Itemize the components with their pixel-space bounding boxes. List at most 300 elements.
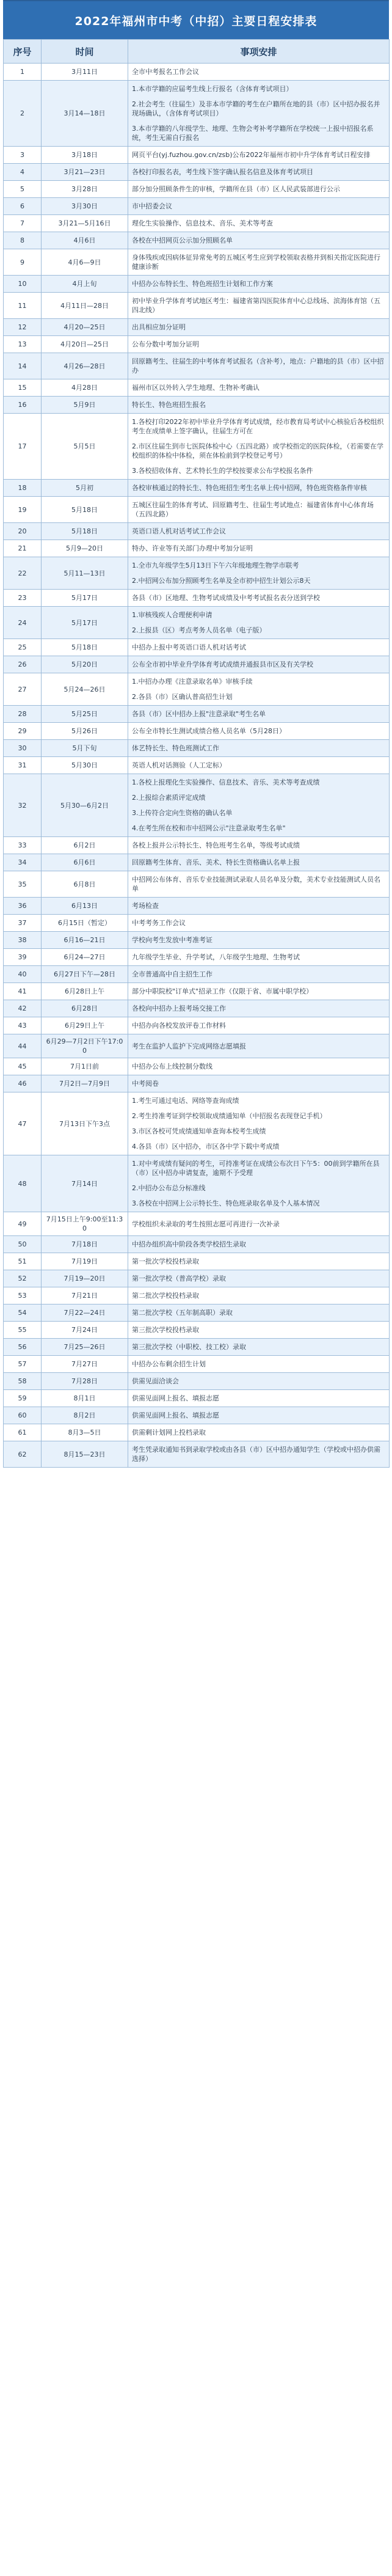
row-number: 49	[4, 1212, 42, 1236]
row-time: 4月26—28日	[42, 353, 128, 379]
row-number: 53	[4, 1287, 42, 1304]
row-number: 12	[4, 319, 42, 336]
row-number: 56	[4, 1339, 42, 1356]
row-item	[128, 673, 390, 706]
row-item	[128, 164, 390, 181]
row-number: 48	[4, 1155, 42, 1212]
row-number: 3	[4, 147, 42, 164]
table-row	[4, 480, 390, 497]
row-item-text: 4.在考生所在校和市中招网公示"注意录取考生名单"	[132, 824, 286, 832]
row-time: 3月14—18日	[42, 81, 128, 147]
table-row	[4, 164, 390, 181]
row-number: 41	[4, 983, 42, 1000]
table-row	[4, 249, 390, 276]
row-item-text: 1.各校打印2022年初中毕业升学体育考试成绩，经市教育局考试中心核验后各校组织考生在成绩单上签字确认，往届生方可在	[132, 418, 384, 435]
row-item-text: 供需见面洽谈会	[132, 1377, 179, 1385]
table-row	[4, 540, 390, 557]
row-item-text: 2.市区往届生到市七医院体检中心（五四北路）或学校指定的医院体检，（若需要在学校组织的体检中体检，须在体检前到学校登记考号）	[132, 442, 383, 459]
row-time: 7月18日	[42, 1236, 128, 1253]
row-item	[128, 181, 390, 198]
row-item	[128, 1407, 390, 1424]
row-number: 55	[4, 1322, 42, 1339]
row-item	[128, 1212, 390, 1236]
row-item	[128, 1236, 390, 1253]
table-row	[4, 319, 390, 336]
row-item	[128, 232, 390, 249]
row-item	[128, 1356, 390, 1373]
table-row	[4, 1287, 390, 1304]
row-time: 6月6日	[42, 854, 128, 871]
row-number: 4	[4, 164, 42, 181]
row-item	[128, 915, 390, 932]
row-time: 7月25—26日	[42, 1339, 128, 1356]
row-item-text: 第二批次学校（五年制高职）录取	[132, 1309, 233, 1317]
row-item	[128, 249, 390, 276]
row-time: 5月25日	[42, 706, 128, 723]
table-row	[4, 590, 390, 607]
row-time: 6月27日下午—28日	[42, 966, 128, 983]
row-time: 7月15日上午9:00至11:30	[42, 1212, 128, 1236]
row-item-text: 公布分数中考加分证明	[132, 340, 199, 348]
row-number: 5	[4, 181, 42, 198]
row-item-text: 网页平台(yj.fuzhou.gov.cn/zsb)公布2022年福州市初中升学体育考试日程安排	[132, 151, 371, 159]
row-time: 7月24日	[42, 1322, 128, 1339]
table-row	[4, 1075, 390, 1092]
row-number: 16	[4, 397, 42, 414]
row-item-text: 公布全市特长生测试成绩合格人员名单（5月28日）	[132, 727, 286, 735]
row-item-text: 各校打印报名表，考生线下签字确认报名信息及体育考试项目	[132, 168, 313, 176]
row-item-text: 3.上传符合定向生资格的确认名单	[132, 809, 233, 817]
row-item-text: 中招办向各校发放评卷工作材料	[132, 1022, 226, 1030]
row-time: 5月18日	[42, 523, 128, 540]
row-item-text: 1.全市九年级学生5月13日下午六年级地理生物学市联考	[132, 562, 299, 569]
row-number: 9	[4, 249, 42, 276]
row-item-text: 1.对中考成绩有疑问的考生，可持准考证在成绩公布次日下午5：00前到学籍所在县（市）区中招办申请复查，逾期不予受理	[132, 1160, 380, 1177]
row-item	[128, 774, 390, 837]
row-item	[128, 607, 390, 639]
row-number: 32	[4, 774, 42, 837]
row-number: 25	[4, 639, 42, 656]
row-number: 13	[4, 336, 42, 353]
row-number: 17	[4, 414, 42, 480]
row-item-text: 2.上报综合素质评定成绩	[132, 794, 206, 802]
row-time: 3月28日	[42, 181, 128, 198]
row-number: 37	[4, 915, 42, 932]
row-item	[128, 1304, 390, 1322]
row-item	[128, 590, 390, 607]
table-row	[4, 871, 390, 898]
table-row	[4, 198, 390, 215]
row-item-text: 九年级学生毕业、升学考试，八年级学生地理、生物考试	[132, 953, 300, 961]
row-number: 1	[4, 64, 42, 81]
row-item	[128, 523, 390, 540]
table-row	[4, 1000, 390, 1017]
row-item-text: 各县（市）区地理、生物考试成绩及中考考试报名表分送到学校	[132, 594, 320, 602]
row-time: 4月20—25日	[42, 319, 128, 336]
row-item-text: 回原籍考生体育、音乐、美术、特长生资格确认名单上报	[132, 858, 300, 866]
row-number: 33	[4, 837, 42, 854]
row-item-text: 1.审核残疾人合理便利申请	[132, 611, 212, 619]
row-item-text: 供需见面网上报名、填报志愿	[132, 1394, 219, 1402]
row-time: 7月22—24日	[42, 1304, 128, 1322]
row-number: 23	[4, 590, 42, 607]
row-time: 7月1日前	[42, 1058, 128, 1075]
table-row	[4, 557, 390, 590]
table-row	[4, 673, 390, 706]
row-number: 46	[4, 1075, 42, 1092]
table-row	[4, 1017, 390, 1034]
row-item-text: 五城区往届生的体育考试、回原籍考生、往届生考试地点：福建省体育中心体育场（五四北路）	[132, 501, 374, 518]
schedule-table	[3, 39, 390, 1468]
row-item	[128, 983, 390, 1000]
row-number: 35	[4, 871, 42, 898]
row-item	[128, 319, 390, 336]
row-time: 6月28日	[42, 1000, 128, 1017]
table-row	[4, 232, 390, 249]
table-row	[4, 1356, 390, 1373]
header-time: 时间	[42, 40, 128, 64]
table-row	[4, 1270, 390, 1287]
row-time: 8月15—23日	[42, 1441, 128, 1468]
row-item-text: 中招办组织高中阶段各类学校招生录取	[132, 1240, 246, 1248]
table-row	[4, 147, 390, 164]
row-item-text: 公布全市初中毕业升学体育考试成绩并通报县市区及有关学校	[132, 660, 313, 668]
row-item	[128, 1441, 390, 1468]
row-time: 7月14日	[42, 1155, 128, 1212]
row-time: 5月24—26日	[42, 673, 128, 706]
row-item	[128, 639, 390, 656]
table-row	[4, 706, 390, 723]
row-number: 57	[4, 1356, 42, 1373]
row-item-text: 特办、许业等有关部门办理中考加分证明	[132, 544, 253, 552]
row-item-text: 学校向考生发放中考准考证	[132, 936, 212, 944]
row-number: 21	[4, 540, 42, 557]
row-item-text: 2.中招办公布总分标准线	[132, 1184, 206, 1192]
row-time: 7月2日—7月9日	[42, 1075, 128, 1092]
row-item	[128, 1322, 390, 1339]
row-item	[128, 932, 390, 949]
row-item-text: 中考考务工作会议	[132, 919, 186, 927]
row-number: 18	[4, 480, 42, 497]
table-row	[4, 639, 390, 656]
row-time: 7月19日	[42, 1253, 128, 1270]
row-item	[128, 1270, 390, 1287]
table-row	[4, 336, 390, 353]
row-number: 6	[4, 198, 42, 215]
table-row	[4, 1304, 390, 1322]
row-item-text: 3.各校招收体育、艺术特长生的学校按要求公布学校报名条件	[132, 467, 313, 475]
table-row	[4, 607, 390, 639]
table-row	[4, 497, 390, 523]
row-number: 14	[4, 353, 42, 379]
row-time: 6月28日上午	[42, 983, 128, 1000]
table-row	[4, 1034, 390, 1058]
row-item-text: 中招办公布上线控制分数线	[132, 1063, 212, 1070]
row-item	[128, 949, 390, 966]
row-time: 5月下旬	[42, 740, 128, 757]
table-row	[4, 966, 390, 983]
row-time: 4月11日—28日	[42, 293, 128, 319]
table-row	[4, 723, 390, 740]
row-time: 5月20日	[42, 656, 128, 673]
row-item	[128, 480, 390, 497]
row-time: 6月13日	[42, 898, 128, 915]
row-item-text: 第三批次学校（中职校、技工校）录取	[132, 1343, 246, 1351]
row-item	[128, 1390, 390, 1407]
row-time: 6月29—7月2日下午17:00	[42, 1034, 128, 1058]
row-item-text: 各校在中招网页公示加分照顾名单	[132, 236, 233, 244]
table-row	[4, 1322, 390, 1339]
row-time: 5月9日	[42, 397, 128, 414]
row-item	[128, 397, 390, 414]
row-item	[128, 740, 390, 757]
row-item	[128, 1075, 390, 1092]
table-row	[4, 837, 390, 854]
row-item-text: 英语口语人机对话考试工作会议	[132, 527, 226, 535]
row-time: 6月29日上午	[42, 1017, 128, 1034]
row-item-text: 初中毕业升学体育考试地区考生：福建省第四医院体育中心总线场、滨海体育馆（五四北线）	[132, 297, 380, 314]
row-item	[128, 276, 390, 293]
row-time: 5月11—13日	[42, 557, 128, 590]
header-item: 事项安排	[128, 40, 390, 64]
row-item-text: 考生凭录取通知书到录取学校或由各县（市）区中招办通知学生（学校或中招办供需选择）	[132, 1446, 380, 1463]
row-item	[128, 336, 390, 353]
row-time: 4月20日—25日	[42, 336, 128, 353]
row-number: 26	[4, 656, 42, 673]
row-time: 7月19—20日	[42, 1270, 128, 1287]
row-item	[128, 723, 390, 740]
row-number: 31	[4, 757, 42, 774]
row-item-text: 3.本市学籍的八年级学生、地理、生物会考补考学籍所在学校统一上报中招报名系统，考生无需自行报名	[132, 125, 374, 142]
row-item-text: 中招办上报中考英语口语人机对话考试	[132, 643, 246, 651]
row-time: 8月3—5日	[42, 1424, 128, 1441]
row-time: 5月17日	[42, 590, 128, 607]
row-item-text: 特长生、特色班招生报名	[132, 401, 206, 409]
row-item-text: 全市中考报名工作会议	[132, 68, 199, 76]
row-time: 4月28日	[42, 379, 128, 397]
row-number: 20	[4, 523, 42, 540]
row-item	[128, 353, 390, 379]
row-number: 11	[4, 293, 42, 319]
row-item-text: 2.中招网公布加分照顾考生名单及全市初中招生计划公示8天	[132, 577, 311, 585]
table-row	[4, 293, 390, 319]
row-item	[128, 147, 390, 164]
row-time: 7月21日	[42, 1287, 128, 1304]
row-item	[128, 1155, 390, 1212]
row-item-text: 部分加分照顾条件生的审核，学籍所在县（市）区人民武装部进行公示	[132, 185, 340, 193]
row-time: 7月28日	[42, 1373, 128, 1390]
row-time: 5月5日	[42, 414, 128, 480]
table-row	[4, 1441, 390, 1468]
table-row	[4, 181, 390, 198]
row-item-text: 各校向中招办上报考场交接工作	[132, 1004, 226, 1012]
row-time: 5月30日	[42, 757, 128, 774]
row-item-text: 2.上报县（区）考点考务人员名单（电子版）	[132, 626, 266, 634]
row-item	[128, 706, 390, 723]
row-item	[128, 379, 390, 397]
row-number: 40	[4, 966, 42, 983]
row-time: 4月上旬	[42, 276, 128, 293]
row-number: 8	[4, 232, 42, 249]
row-item-text: 市中招委会议	[132, 202, 172, 210]
row-number: 42	[4, 1000, 42, 1017]
table-row	[4, 656, 390, 673]
document	[3, 0, 389, 1468]
row-time: 7月13日下午3点	[42, 1092, 128, 1155]
row-time: 6月16—21日	[42, 932, 128, 949]
row-item-text: 身体残疾或因病体征异常免考的五城区考生应到学校领取表格并到相关指定医院进行健康诊断	[132, 254, 380, 271]
row-item	[128, 497, 390, 523]
row-number: 24	[4, 607, 42, 639]
page-title: 2022年福州市中考（中招）主要日程安排表	[3, 0, 389, 39]
row-time: 5月26日	[42, 723, 128, 740]
row-time: 3月21—23日	[42, 164, 128, 181]
row-item-text: 供需见面网上报名、填报志愿	[132, 1411, 219, 1419]
row-number: 28	[4, 706, 42, 723]
table-row	[4, 898, 390, 915]
row-item-text: 2.社会考生（往届生）及非本市学籍的考生在户籍所在地的县（市）区中招办报名并现场确认，（含体育考试项目）	[132, 100, 380, 117]
table-row	[4, 1155, 390, 1212]
table-row	[4, 757, 390, 774]
row-item-text: 各县（市）区中招办上报"注意录取"考生名单	[132, 710, 266, 718]
row-item-text: 中招网公布体育、音乐专业技能测试录取人员名单及分数，美术专业技能测试人员名单	[132, 876, 380, 893]
row-item	[128, 414, 390, 480]
row-item-text: 1.各校上报理化生实验操作、信息技术、音乐、美术等考查成绩	[132, 778, 320, 786]
row-item-text: 部分中职院校"订单式"招录工作（仅限于省、市属中职学校）	[132, 987, 313, 995]
row-item-text: 2.各县（市）区确认普高招生计划	[132, 693, 233, 701]
row-item	[128, 898, 390, 915]
row-time: 5月30—6月2日	[42, 774, 128, 837]
header-no: 序号	[4, 40, 42, 64]
row-item	[128, 1253, 390, 1270]
row-item	[128, 64, 390, 81]
table-row	[4, 215, 390, 232]
row-item	[128, 1339, 390, 1356]
row-item-text: 第一批次学校（普高学校）录取	[132, 1275, 226, 1283]
table-row	[4, 1253, 390, 1270]
row-item	[128, 81, 390, 147]
table-row	[4, 774, 390, 837]
row-number: 44	[4, 1034, 42, 1058]
row-item	[128, 557, 390, 590]
row-item-text: 出具相应加分证明	[132, 323, 186, 331]
table-header-row	[4, 40, 390, 64]
row-item	[128, 757, 390, 774]
row-item	[128, 293, 390, 319]
row-item	[128, 656, 390, 673]
row-item-text: 英语人机对话测验（人工定标）	[132, 761, 226, 769]
row-item-text: 3.各校在中招网上公示特长生、特色班录取名单及个人基本情况	[132, 1199, 320, 1207]
table-row	[4, 1058, 390, 1075]
table-row	[4, 740, 390, 757]
row-item	[128, 198, 390, 215]
row-number: 27	[4, 673, 42, 706]
row-item-text: 第二批次学校投档录取	[132, 1292, 199, 1300]
row-item-text: 中招办公布剩余招生计划	[132, 1360, 206, 1368]
row-number: 15	[4, 379, 42, 397]
table-row	[4, 854, 390, 871]
row-number: 30	[4, 740, 42, 757]
table-row	[4, 64, 390, 81]
row-number: 34	[4, 854, 42, 871]
table-row	[4, 1212, 390, 1236]
row-item-text: 第一批次学校投档录取	[132, 1257, 199, 1265]
row-item-text: 1.本市学籍的应届考生线上行报名（含体育考试项目）	[132, 85, 293, 93]
row-time: 6月15日（暂定）	[42, 915, 128, 932]
row-time: 8月2日	[42, 1407, 128, 1424]
row-item-text: 第三批次学校投档录取	[132, 1326, 199, 1334]
table-row	[4, 983, 390, 1000]
table-row	[4, 1407, 390, 1424]
row-item-text: 全市普通高中自主招生工作	[132, 970, 212, 978]
row-item-text: 4.各县（市）区中招办，市区各中学下载中考成绩	[132, 1143, 280, 1151]
row-number: 60	[4, 1407, 42, 1424]
row-number: 7	[4, 215, 42, 232]
row-time: 3月21—5月16日	[42, 215, 128, 232]
row-item-text: 各校审核通过的特长生、特色班招生考生名单上传中招网，特色班资格条件审核	[132, 484, 367, 492]
table-row	[4, 414, 390, 480]
row-time: 7月27日	[42, 1356, 128, 1373]
row-number: 29	[4, 723, 42, 740]
row-number: 58	[4, 1373, 42, 1390]
table-row	[4, 276, 390, 293]
row-number: 50	[4, 1236, 42, 1253]
row-number: 52	[4, 1270, 42, 1287]
row-time: 3月30日	[42, 198, 128, 215]
table-row	[4, 1390, 390, 1407]
row-number: 38	[4, 932, 42, 949]
row-item	[128, 966, 390, 983]
row-number: 39	[4, 949, 42, 966]
row-item	[128, 1000, 390, 1017]
row-item-text: 2.考生持准考证到学校领取成绩通知单（中招报名表现登记手机）	[132, 1112, 327, 1120]
table-row	[4, 949, 390, 966]
row-time: 5月18日	[42, 639, 128, 656]
table-row	[4, 81, 390, 147]
row-number: 51	[4, 1253, 42, 1270]
row-item-text: 福州市区以外转入学生地理、生物补考确认	[132, 384, 260, 392]
table-body	[4, 64, 390, 1468]
table-row	[4, 1092, 390, 1155]
table-row	[4, 353, 390, 379]
row-item	[128, 1017, 390, 1034]
row-item	[128, 837, 390, 854]
table-row	[4, 397, 390, 414]
table-row	[4, 1236, 390, 1253]
row-item	[128, 1424, 390, 1441]
row-time: 5月17日	[42, 607, 128, 639]
row-item-text: 各校上报并公示特长生、特色班考生名单，等级考试成绩	[132, 841, 300, 849]
row-item	[128, 1373, 390, 1390]
row-number: 19	[4, 497, 42, 523]
table-row	[4, 379, 390, 397]
row-item-text: 理化生实验操作、信息技术、音乐、美术等考查	[132, 219, 273, 227]
row-item-text: 供需剩计划网上投档录取	[132, 1429, 206, 1436]
row-number: 47	[4, 1092, 42, 1155]
row-item	[128, 540, 390, 557]
row-item-text: 中招办公布特长生、特色班招生计划和工作方案	[132, 280, 273, 288]
row-time: 5月18日	[42, 497, 128, 523]
row-time: 5月初	[42, 480, 128, 497]
row-item-text: 3.市区各校可凭成绩通知单查询本校考生成绩	[132, 1127, 266, 1135]
row-item	[128, 854, 390, 871]
row-item-text: 回原籍考生、往届生的中考体育考试报名（含补考），地点：户籍地的县（市）区中招办	[132, 357, 384, 375]
row-item	[128, 1092, 390, 1155]
row-number: 54	[4, 1304, 42, 1322]
table-row	[4, 915, 390, 932]
table-row	[4, 1373, 390, 1390]
row-time: 4月6日	[42, 232, 128, 249]
